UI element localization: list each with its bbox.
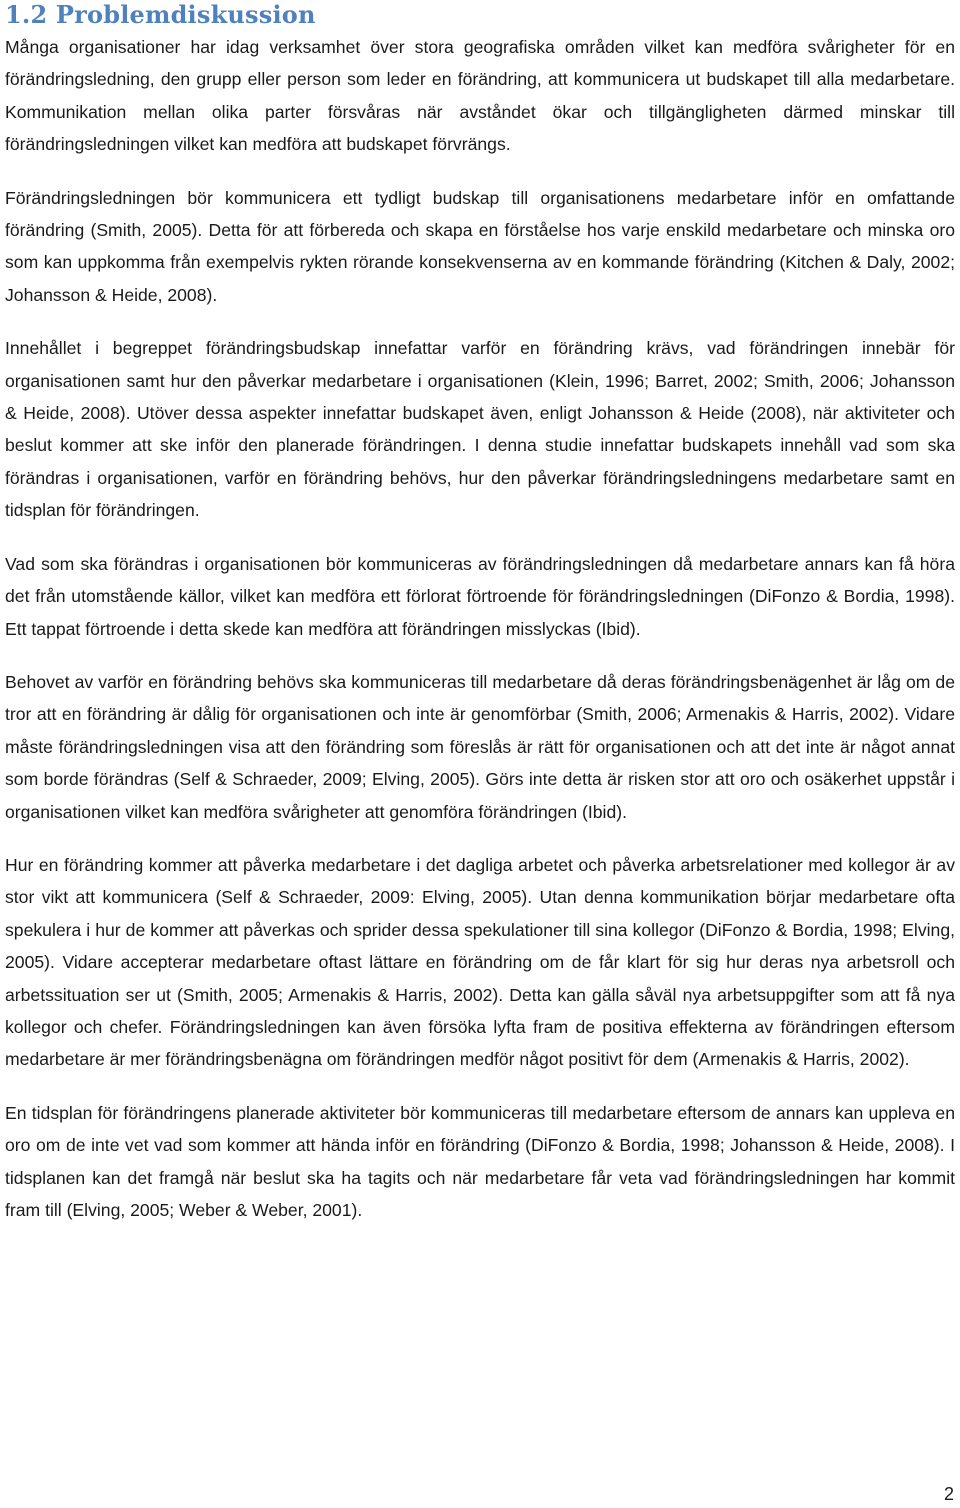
paragraph: Innehållet i begreppet förändringsbudskap innefattar varför en förändring krävs, vad förändringen innebär för organisationen samt hur den påverkar medarbetare i organisationen (Klein, 1996; Barret, 2002; Smith, 2006; Johansson & Heide, 2008). Utöver dessa aspekter innefattar budskapet även, enligt Johansson & Heide (2008), när aktiviteter och beslut kommer att ske inför den planerade förändringen. I denna studie innefattar budskapets innehåll vad som ska förändras i organisationen, varför en förändring behövs, hur den påverkar förändringsledningens medarbetare samt en tidsplan för förändringen.: [5, 338, 955, 521]
paragraph: Vad som ska förändras i organisationen bör kommuniceras av förändringsledningen då medarbetare annars kan få höra det från utomstående källor, vilket kan medföra ett förlorat förtroende för förändringsledningen (DiFonzo & Bordia, 1998). Ett tappat förtroende i detta skede kan medföra att förändringen misslyckas (Ibid).: [5, 553, 955, 639]
document-page: [5, 0, 955, 1247]
paragraph: Behovet av varför en förändring behövs ska kommuniceras till medarbetare då deras förändringsbenägenhet är låg om de tror att en förändring är dålig för organisationen och inte är genomförbar (Smith, 2006; Armenakis & Harris, 2002). Vidare måste förändringsledningen visa att den förändring som föreslås är rätt för organisationen och att det inte är något annat som borde förändras (Self & Schraeder, 2009; Elving, 2005). Görs inte detta är risken stor att oro och osäkerhet uppstår i organisationen vilket kan medföra svårigheter att genomföra förändringen (Ibid).: [5, 671, 955, 822]
paragraph: Många organisationer har idag verksamhet över stora geografiska områden vilket kan medföra svårigheter för en förändringsledning, den grupp eller person som leder en förändring, att kommunicera ut budskapet till alla medarbetare. Kommunikation mellan olika parter försvåras när avståndet ökar och tillgängligheten därmed minskar till förändringsledningen vilket kan medföra att budskapet förvrängs.: [5, 37, 955, 155]
section-heading: 1.2 Problemdiskussion: [5, 0, 316, 29]
paragraph: En tidsplan för förändringens planerade aktiviteter bör kommuniceras till medarbetare eftersom de annars kan uppleva en oro om de inte vet vad som kommer att hända inför en förändring (DiFonzo & Bordia, 1998; Johansson & Heide, 2008). I tidsplanen kan det framgå när beslut ska ha tagits och när medarbetare får veta vad förändringsledningen har kommit fram till (Elving, 2005; Weber & Weber, 2001).: [5, 1102, 955, 1220]
paragraph: Förändringsledningen bör kommunicera ett tydligt budskap till organisationens medarbetare inför en omfattande förändring (Smith, 2005). Detta för att förbereda och skapa en förståelse hos varje enskild medarbetare och minska oro som kan uppkomma från exempelvis rykten rörande konsekvenserna av en kommande förändring (Kitchen & Daly, 2002; Johansson & Heide, 2008).: [5, 187, 955, 305]
paragraph: Hur en förändring kommer att påverka medarbetare i det dagliga arbetet och påverka arbetsrelationer med kollegor är av stor vikt att kommunicera (Self & Schraeder, 2009: Elving, 2005). Utan denna kommunikation börjar medarbetare ofta spekulera i hur de kommer att påverkas och sprider dessa spekulationer till sina kollegor (DiFonzo & Bordia, 1998; Elving, 2005). Vidare accepterar medarbetare oftast lättare en förändring om de får klart för sig hur deras nya arbetsroll och arbetssituation ser ut (Smith, 2005; Armenakis & Harris, 2002). Detta kan gälla såväl nya arbetsuppgifter som att få nya kollegor och chefer. Förändringsledningen kan även försöka lyfta fram de positiva effekterna av förändringen eftersom medarbetare är mer förändringsbenägna om förändringen medför något positivt för dem (Armenakis & Harris, 2002).: [5, 854, 955, 1070]
page-number: 2: [943, 1484, 954, 1504]
